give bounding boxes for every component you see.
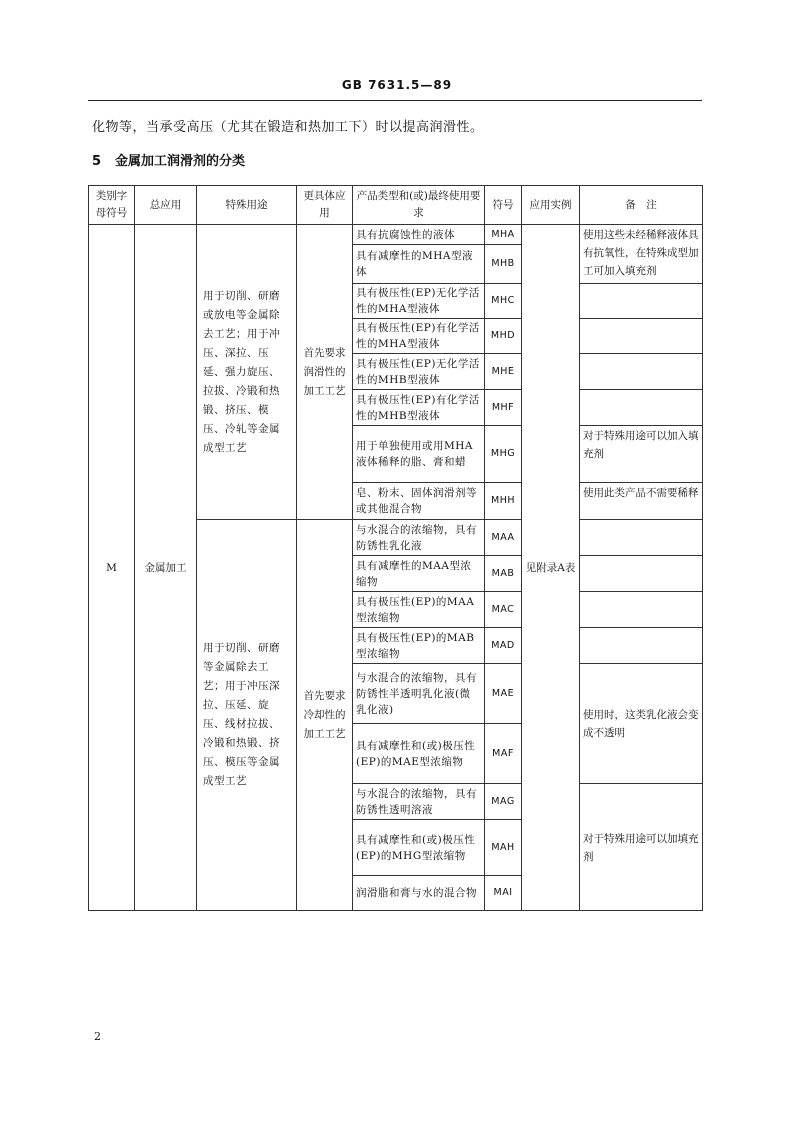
remark-cell-empty [580,354,703,390]
special-use-cooling: 用于切削、研磨等金属除去工艺；用于冲压深拉、压延、旋压、线材拉拔、冷锻和热锻、挤压、模压等金属成型工艺 [197,520,297,911]
classification-table [88,185,703,911]
symbol-cell: MAC [485,592,522,628]
specific-application-lubricity: 首先要求润滑性的加工工艺 [297,225,353,520]
product-cell: 与水混合的浓缩物，具有防锈性乳化液 [353,520,485,556]
standard-number-header: GB 7631.5—89 [341,78,453,92]
remark-cell-empty [580,390,703,426]
remark-cell: 对于特殊用途可以加填充剂 [580,784,703,911]
specific-application-cooling: 首先要求冷却性的加工工艺 [297,520,353,911]
header-special-use: 特殊用途 [197,186,297,225]
product-cell: 具有减摩性和(或)极压性(EP)的MAE型浓缩物 [353,724,485,784]
symbol-cell: MAB [485,556,522,592]
symbol-cell: MHB [485,245,522,284]
header-specific-application: 更具体应用 [297,186,353,225]
remark-cell-empty [580,628,703,664]
special-use-lubricity: 用于切削、研磨或放电等金属除去工艺；用于冲压、深拉、压延、强力旋压、拉拔、冷锻和热锻、挤压、模压、冷轧等金属成型工艺 [197,225,297,520]
header-general-application: 总应用 [135,186,197,225]
symbol-cell: MAG [485,784,522,820]
section-heading [92,150,245,169]
remark-cell-empty [580,319,703,354]
symbol-cell: MHA [485,225,522,245]
header-remarks: 备 注 [580,186,703,225]
symbol-cell: MAF [485,724,522,784]
product-cell: 具有减摩性的MHA型液体 [353,245,485,284]
header-application-example: 应用实例 [522,186,580,225]
page-number: 2 [94,1030,101,1043]
section-number: 5 [92,154,102,169]
remark-cell-empty [580,592,703,628]
product-cell: 与水混合的浓缩物，具有防锈性半透明乳化液(微乳化液) [353,664,485,724]
general-application-cell: 金属加工 [135,225,197,911]
table-row [89,225,703,245]
remark-cell: 使用时，这类乳化液会变成不透明 [580,664,703,784]
product-cell: 具有极压性(EP)的MAA型浓缩物 [353,592,485,628]
symbol-cell: MAA [485,520,522,556]
header-rule [88,100,702,101]
table-header-row [89,186,703,225]
symbol-cell: MHE [485,354,522,390]
intro-paragraph: 化物等，当承受高压（尤其在锻造和热加工下）时以提高润滑性。 [92,120,484,135]
symbol-cell: MHF [485,390,522,426]
product-cell: 具有极压性(EP)无化学活性的MHA型液体 [353,284,485,319]
header-product-type: 产品类型和(或)最终使用要求 [353,186,485,225]
class-letter-cell: M [89,225,135,911]
header-class-letter: 类别字母符号 [89,186,135,225]
product-cell: 皂、粉末、固体润滑剂等或其他混合物 [353,483,485,520]
symbol-cell: MAE [485,664,522,724]
symbol-cell: MHD [485,319,522,354]
symbol-cell: MHG [485,426,522,483]
product-cell: 具有抗腐蚀性的液体 [353,225,485,245]
product-cell: 与水混合的浓缩物，具有防锈性透明溶液 [353,784,485,820]
symbol-cell: MAH [485,820,522,876]
product-cell: 具有减摩性和(或)极压性(EP)的MHG型浓缩物 [353,820,485,876]
remark-cell-empty [580,284,703,319]
symbol-cell: MAI [485,876,522,911]
symbol-cell: MAD [485,628,522,664]
product-cell: 用于单独使用或用MHA液体稀释的脂、膏和蜡 [353,426,485,483]
section-title: 金属加工润滑剂的分类 [115,154,246,169]
symbol-cell: MHC [485,284,522,319]
product-cell: 具有极压性(EP)有化学活性的MHB型液体 [353,390,485,426]
remark-cell: 对于特殊用途可以加入填充剂 [580,426,703,483]
product-cell: 润滑脂和膏与水的混合物 [353,876,485,911]
product-cell: 具有减摩性的MAA型浓缩物 [353,556,485,592]
symbol-cell: MHH [485,483,522,520]
product-cell: 具有极压性(EP)无化学活性的MHB型液体 [353,354,485,390]
remark-cell: 使用这些未经稀释液体具有抗氧性，在特殊成型加工可加入填充剂 [580,225,703,284]
product-cell: 具有极压性(EP)的MAB型浓缩物 [353,628,485,664]
application-example-cell: 见附录A表 [522,225,580,911]
remark-cell-empty [580,520,703,556]
remark-cell-empty [580,556,703,592]
product-cell: 具有极压性(EP)有化学活性的MHA型液体 [353,319,485,354]
remark-cell: 使用此类产品不需要稀释 [580,483,703,520]
header-symbol: 符号 [485,186,522,225]
